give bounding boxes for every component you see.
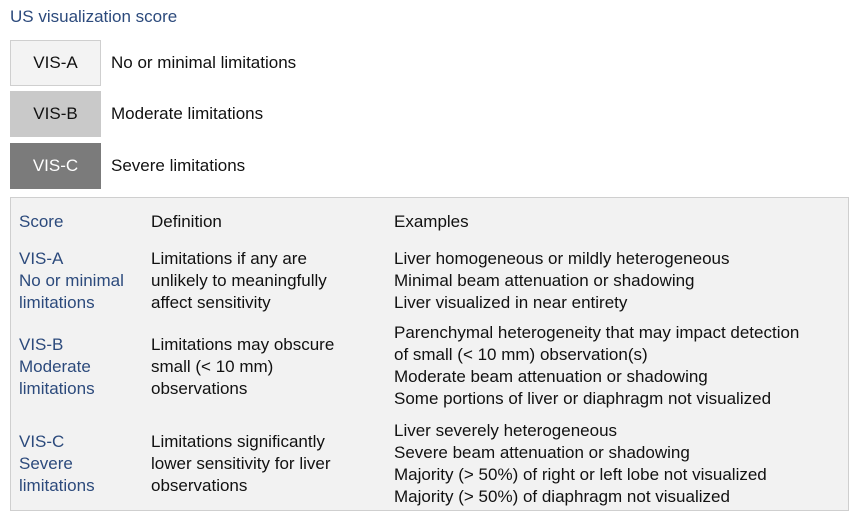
header-score: Score (19, 212, 64, 231)
table-row-vis-c-score (19, 431, 95, 497)
definition-line: Limitations may obscure (151, 335, 335, 354)
legend-desc-vis-c: Severe limitations (111, 156, 246, 175)
legend-row-vis-c (10, 143, 245, 189)
definition-line: unlikely to meaningfully (151, 271, 327, 290)
table-row-vis-a-score (19, 248, 124, 314)
score-table (10, 197, 849, 511)
definition-line: lower sensitivity for liver (151, 454, 331, 473)
example-line: Some portions of liver or diaphragm not visualized (394, 389, 772, 408)
score-line: limitations (19, 293, 95, 312)
legend-swatch-vis-b: VIS-B (10, 91, 101, 137)
page-title: US visualization score (10, 7, 178, 26)
legend-desc-vis-b: Moderate limitations (111, 104, 264, 123)
legend-row-vis-b (10, 91, 263, 137)
header-examples: Examples (394, 212, 469, 231)
header-definition: Definition (151, 212, 222, 231)
score-line: Moderate (19, 357, 91, 376)
table-row-vis-a-definition (151, 248, 327, 314)
example-line: Liver visualized in near entirety (394, 293, 628, 312)
example-line: Parenchymal heterogeneity that may impact detection (394, 323, 800, 342)
example-line: Majority (> 50%) of right or left lobe not visualized (394, 465, 767, 484)
example-line: Moderate beam attenuation or shadowing (394, 367, 708, 386)
legend-desc-vis-a: No or minimal limitations (111, 53, 297, 72)
score-line: VIS-A (19, 249, 64, 268)
definition-line: Limitations if any are (151, 249, 307, 268)
table-row-vis-b-definition (151, 334, 334, 400)
table-row-vis-c-examples (394, 420, 767, 508)
example-line: Minimal beam attenuation or shadowing (394, 271, 695, 290)
definition-line: affect sensitivity (151, 293, 271, 312)
score-line: Severe (19, 454, 73, 473)
definition-line: Limitations significantly (151, 432, 325, 451)
example-line: Majority (> 50%) of diaphragm not visualized (394, 487, 730, 506)
score-line: No or minimal (19, 271, 124, 290)
example-line: Liver severely heterogeneous (394, 421, 618, 440)
definition-line: small (< 10 mm) (151, 357, 274, 376)
definition-line: observations (151, 476, 248, 495)
example-line: Severe beam attenuation or shadowing (394, 443, 690, 462)
example-line: of small (< 10 mm) observation(s) (394, 345, 648, 364)
definition-line: observations (151, 379, 248, 398)
table-row-vis-b-score (19, 334, 95, 400)
score-line: VIS-C (19, 432, 65, 451)
legend-row-vis-a (10, 40, 296, 86)
score-line: VIS-B (19, 335, 64, 354)
table-row-vis-b-examples (394, 322, 799, 410)
score-line: limitations (19, 379, 95, 398)
score-line: limitations (19, 476, 95, 495)
example-line: Liver homogeneous or mildly heterogeneous (394, 249, 730, 268)
table-row-vis-c-definition (151, 431, 331, 497)
legend-swatch-vis-a: VIS-A (10, 40, 101, 86)
table-row-vis-a-examples (394, 248, 729, 314)
legend-swatch-vis-c: VIS-C (10, 143, 101, 189)
